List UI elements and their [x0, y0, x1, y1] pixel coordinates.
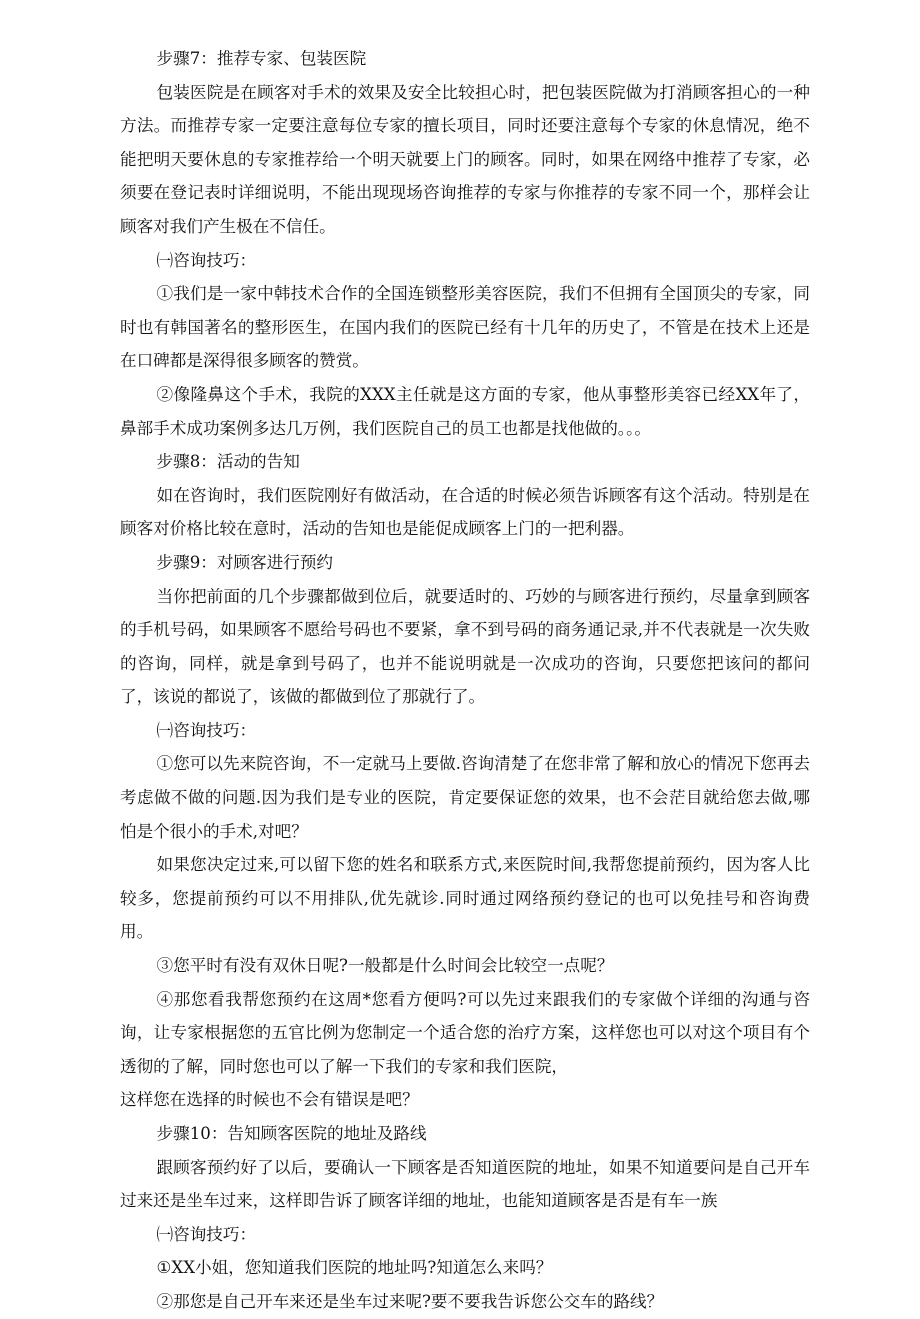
tip-appointment-paragraph: ④那您看我帮您预约在这周*您看方便吗?可以先过来跟我们的专家做个详细的沟通与咨询，让专家根据您的五官比例为您制定一个适合您的治疗方案，这样您也可以对这个项目有个透彻的了解，同时您也可以了解一下我们的专家和我们医院，	[120, 989, 810, 1076]
consult-tips-heading-3: ㈠咨询技巧：	[156, 1224, 257, 1244]
step-7-body: 包装医院是在顾客对手术的效果及安全比较担心时，把包装医院做为打消顾客担心的一种方法。而推荐专家一定要注意每位专家的擅长项目，同时还要注意每个专家的休息情况，绝不能把明天要休息的专家推荐给一个明天就要上门的顾客。同时，如果在网络中推荐了专家，必须要在登记表时详细说明，不能出现现场咨询推荐的专家与你推荐的专家不同一个，那样会让顾客对我们产生极在不信任。	[120, 82, 810, 236]
tip-address-paragraph: ①XX小姐，您知道我们医院的地址吗?知道怎么来吗？	[156, 1258, 553, 1278]
step-10-heading: 步骤10：告知顾客医院的地址及路线	[156, 1124, 427, 1143]
tip-contact-paragraph: 如果您决定过来,可以留下您的姓名和联系方式,来医院时间,我帮您提前预约，因为客人比较多，您提前预约可以不用排队,优先就诊.同时通过网络预约登记的也可以免挂号和咨询费用。	[120, 855, 810, 942]
tip-2-paragraph: ②像隆鼻这个手术，我院的XXX主任就是这方面的专家，他从事整形美容已经XX年了，鼻部手术成功案例多达几万例，我们医院自己的员工也都是找他做的。。。	[120, 384, 810, 438]
step-8-body: 如在咨询时，我们医院刚好有做活动，在合适的时候必须告诉顾客有这个活动。特别是在顾客对价格比较在意时，活动的告知也是能促成顾客上门的一把利器。	[120, 485, 810, 539]
tip-appointment-continuation: 这样您在选择的时候也不会有错误是吧？	[120, 1090, 419, 1110]
step-9-body: 当你把前面的几个步骤都做到位后，就要适时的、巧妙的与顾客进行预约，尽量拿到顾客的手机号码，如果顾客不愿给号码也不要紧，拿不到号码的商务通记录,并不代表就是一次失败的咨询，同样，就是拿到号码了，也并不能说明就是一次成功的咨询，只要您把该问的都问了，该说的都说了，该做的都做到位了那就行了。	[120, 586, 810, 707]
tip-visit-paragraph: ①您可以先来院咨询，不一定就马上要做.咨询清楚了在您非常了解和放心的情况下您再去考虑做不做的问题.因为我们是专业的医院，肯定要保证您的效果，也不会茫目就给您去做,哪怕是个很小的手术,对吧？	[120, 754, 810, 841]
step-8-heading: 步骤8：活动的告知	[156, 452, 300, 472]
tip-weekend-paragraph: ③您平时有没有双休日呢?一般都是什么时间会比较空一点呢？	[156, 956, 614, 976]
consult-tips-heading-2: ㈠咨询技巧：	[156, 720, 257, 740]
tip-1-paragraph: ①我们是一家中韩技术合作的全国连锁整形美容医院，我们不但拥有全国顶尖的专家，同时也有韩国著名的整形医生，在国内我们的医院已经有十几年的历史了，不管是在技术上还是在口碑都是深得很多顾客的赞赏。	[120, 284, 810, 371]
step-9-heading: 步骤9：对顾客进行预约	[156, 552, 334, 572]
consult-tips-heading-1: ㈠咨询技巧：	[156, 250, 257, 270]
tip-route-paragraph: ②那您是自己开车来还是坐车过来呢?要不要我告诉您公交车的路线？	[156, 1291, 664, 1311]
step-7-heading: 步骤7：推荐专家、包装医院	[156, 49, 367, 68]
step-10-body: 跟顾客预约好了以后，要确认一下顾客是否知道医院的地址，如果不知道要问是自己开车过来还是坐车过来，这样即告诉了顾客详细的地址，也能知道顾客是否是有车一族	[120, 1157, 810, 1211]
